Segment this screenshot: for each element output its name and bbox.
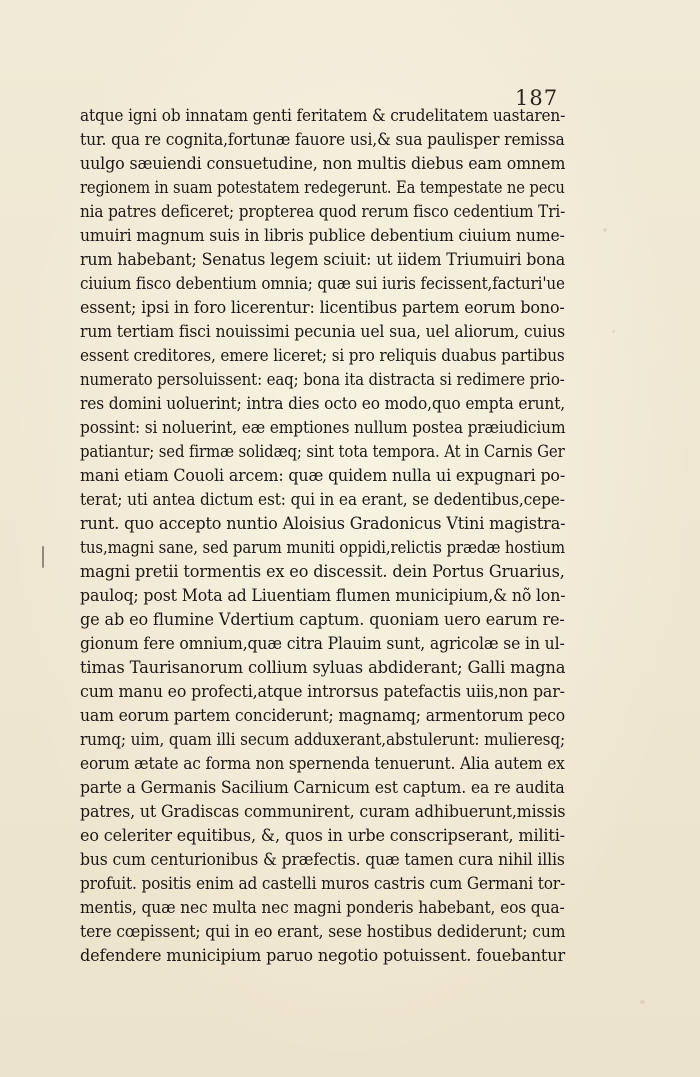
paper-spot — [612, 330, 615, 333]
text-line: bus cum centurionibus & præfectis. quæ tamen cura nihil illis — [80, 850, 565, 869]
text-line: regionem in suam potestatem redegerunt. Ea tempestate ne pecu — [80, 178, 565, 197]
text-line: rumq; uim, quam illi secum adduxerant,abstulerunt: mulieresq; — [80, 730, 566, 749]
text-line: mani etiam Couoli arcem: quæ quidem nulla ui expugnari po- — [80, 466, 566, 485]
text-line: tur. qua re cognita,fortunæ fauore usi,& sua paulisper remissa — [80, 130, 565, 149]
paper-spot — [640, 1000, 645, 1004]
text-line: magni pretii tormentis ex eo discessit. dein Portus Gruarius, — [80, 562, 565, 581]
text-line: ciuium fisco debentium omnia; quæ sui iuris fecissent,facturi'ue — [80, 274, 565, 293]
text-line: pauloq; post Mota ad Liuentiam flumen municipium,& nõ lon- — [80, 586, 566, 605]
text-line: atque igni ob innatam genti feritatem & crudelitatem uastaren- — [80, 106, 566, 125]
text-line: essent; ipsi in foro licerentur: licentibus partem eorum bono- — [80, 298, 565, 317]
text-line: mentis, quæ nec multa nec magni ponderis habebant, eos qua- — [80, 898, 565, 917]
text-line: nia patres deficeret; propterea quod rerum fisco cedentium Tri- — [80, 202, 566, 221]
text-line: rum tertiam fisci nouissimi pecunia uel sua, uel aliorum, cuius — [80, 322, 566, 341]
text-line: parte a Germanis Sacilium Carnicum est captum. ea re audita — [80, 778, 565, 797]
text-line: cum manu eo profecti,atque introrsus patefactis uiis,non par- — [80, 682, 565, 701]
paper-spot — [603, 228, 607, 232]
text-line: defendere municipium paruo negotio potuissent. fouebantur — [80, 946, 566, 965]
text-line: umuiri magnum suis in libris publice debentium ciuium nume- — [80, 226, 565, 245]
text-line: profuit. positis enim ad castelli muros castris cum Germani tor- — [80, 874, 566, 893]
text-line: terat; uti antea dictum est: qui in ea erant, se dedentibus,cepe- — [80, 490, 565, 509]
text-line: res domini uoluerint; intra dies octo eo modo,quo empta erunt, — [80, 394, 566, 413]
text-line: tus,magni sane, sed parum muniti oppidi,relictis prædæ hostium — [80, 538, 565, 557]
text-line: patres, ut Gradiscas communirent, curam adhibuerunt,missis — [80, 802, 566, 821]
text-line: possint: si noluerint, eæ emptiones nullum postea præiudicium — [80, 418, 566, 437]
body-text — [80, 104, 565, 968]
text-line: gionum fere omnium,quæ citra Plauim sunt, agricolæ se in ul- — [80, 634, 565, 653]
text-line: rum habebant; Senatus legem sciuit: ut iidem Triumuiri bona — [80, 250, 566, 269]
text-line: eorum ætate ac forma non spernenda tenuerunt. Alia autem ex — [80, 754, 565, 773]
text-line: numerato persoluissent: eaq; bona ita distracta si redimere prio- — [80, 370, 565, 389]
margin-mark — [42, 546, 44, 568]
text-line: timas Taurisanorum collium syluas abdiderant; Galli magna — [80, 658, 566, 677]
text-line: essent creditores, emere liceret; si pro reliquis duabus partibus — [80, 346, 565, 365]
text-line: runt. quo accepto nuntio Aloisius Gradonicus Vtini magistra- — [80, 514, 566, 533]
page-number: 187 — [515, 86, 559, 110]
text-line: uulgo sæuiendi consuetudine, non multis diebus eam omnem — [80, 154, 566, 173]
text-line: ge ab eo flumine Vdertium captum. quoniam uero earum re- — [80, 610, 565, 629]
text-line: patiantur; sed firmæ solidæq; sint tota tempora. At in Carnis Ger — [80, 442, 565, 461]
text-line: eo celeriter equitibus, &, quos in urbe conscripserant, militi- — [80, 826, 565, 845]
text-line: uam eorum partem conciderunt; magnamq; armentorum peco — [80, 706, 566, 725]
text-line: tere cœpissent; qui in eo erant, sese hostibus dediderunt; cum — [80, 922, 566, 941]
